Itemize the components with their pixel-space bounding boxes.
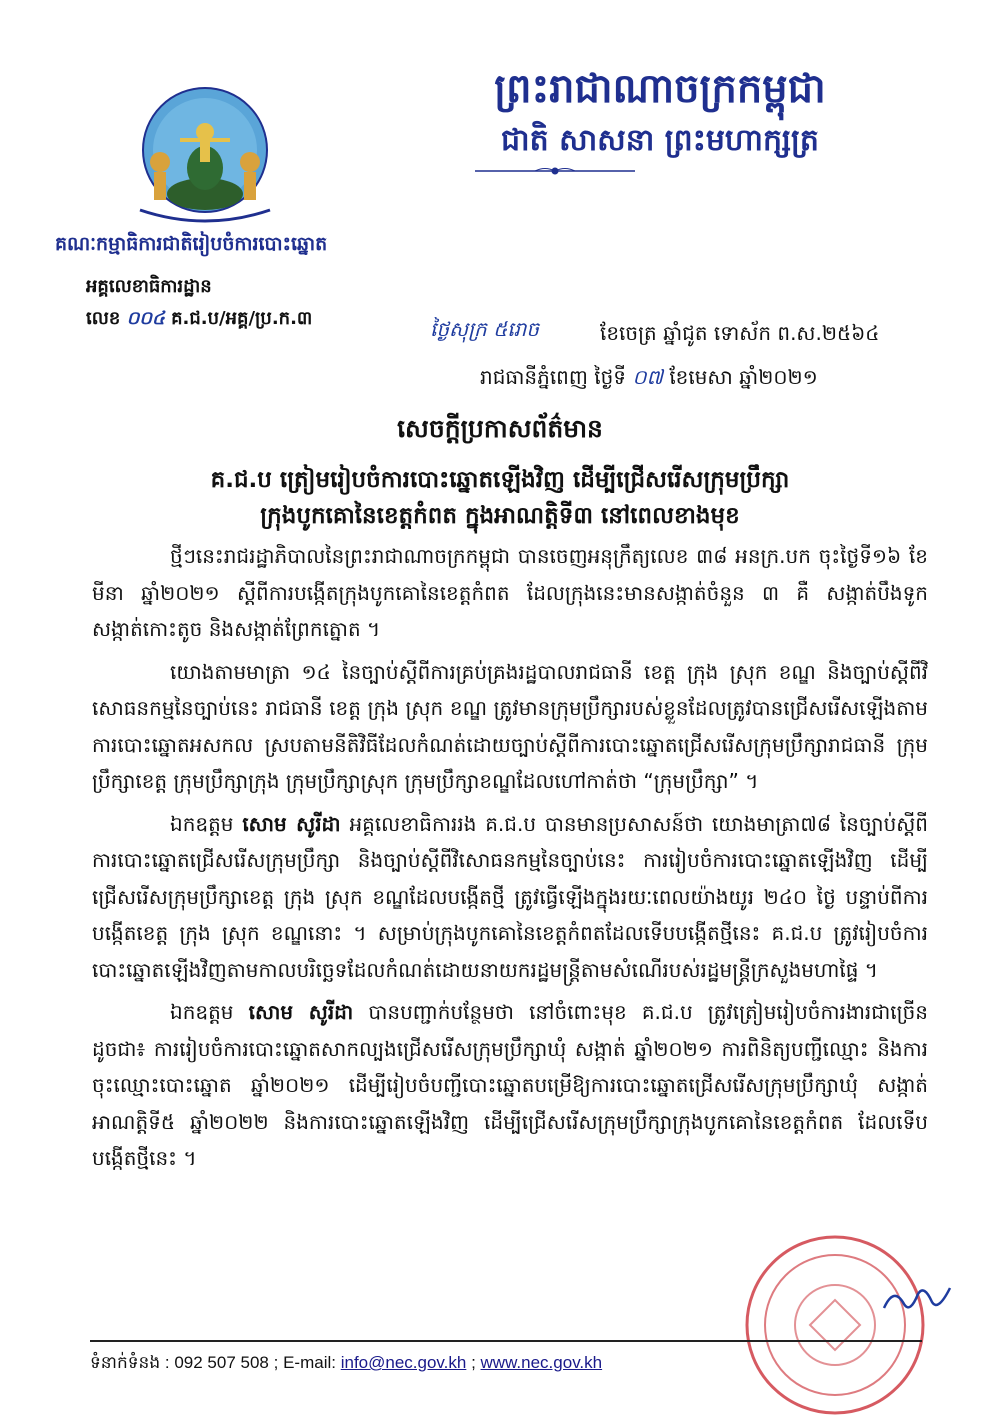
contact-email-link[interactable]: info@nec.gov.kh bbox=[340, 1353, 467, 1372]
paragraph-3-text: អគ្គលេខាធិការរង គ.ជ.ប បានមានប្រសាសន៍ថា យោងមាត្រា៧៨ នៃច្បាប់ស្ដីពីការបោះឆ្នោតជ្រើសរើសក្រុមប្រឹក្សា និងច្បាប់ស្ដីពីវិសោធនកម្មនៃច្បាប់នេះ ការរៀបចំការបោះឆ្នោតឡើងវិញ ដើម្បីជ្រើសរើសក្រុមប្រឹក្សាខេត្ត ក្រុង ស្រុក ខណ្ឌដែលបង្កើតថ្មី ត្រូវធ្វើឡើងក្នុងរយៈពេលយ៉ាងយូរ ២៤០ ថ្ងៃ បន្ទាប់ពីការបង្កើតខេត្ត ក្រុង ស្រុក ខណ្ឌនោះ ។ សម្រាប់ក្រុងបូកគោនៃខេត្តកំពតដែលទើបបង្កើតថ្មីនេះ គ.ជ.ប ត្រូវរៀបចំការបោះឆ្នោតឡើងវិញតាមកាលបរិច្ឆេទដែលកំណត់ដោយនាយករដ្ឋមន្ត្រីតាមសំណើរបស់រដ្ឋមន្ត្រីក្រសួងមហាផ្ទៃ ។ bbox=[92, 811, 928, 982]
reference-number bbox=[86, 306, 312, 333]
paragraph-4-text: បានបញ្ជាក់បន្ថែមថា នៅចំពោះមុខ គ.ជ.ប ត្រូវត្រៀមរៀបចំការងារជាច្រើន ដូចជា៖ ការរៀបចំការបោះឆ្នោតសាកល្បងជ្រើសរើសក្រុមប្រឹក្សាឃុំ សង្កាត់ ឆ្នាំ២០២១ ការពិនិត្យបញ្ជីឈ្មោះ និងការចុះឈ្មោះបោះឆ្នោត ឆ្នាំ២០២១ ដើម្បីរៀបចំបញ្ជីបោះឆ្នោតបម្រើឱ្យការបោះឆ្នោតជ្រើសរើសក្រុមប្រឹក្សាឃុំ សង្កាត់ អាណត្តិទី៥ ឆ្នាំ២០២២ និងការបោះឆ្នោតឡើងវិញ ដើម្បីជ្រើសរើសក្រុមប្រឹក្សាក្រុងបូកគោនៃខេត្តកំពត ដែលទើបបង្កើតថ្មីនេះ ។ bbox=[92, 1000, 928, 1170]
honorific: ឯកឧត្តម bbox=[170, 1000, 234, 1024]
ref-handwritten: ០០៤ bbox=[126, 308, 165, 329]
email-label: E-mail: bbox=[283, 1353, 336, 1372]
gregorian-date bbox=[480, 364, 818, 394]
ref-label: លេខ bbox=[86, 308, 121, 329]
national-motto: ជាតិ សាសនា ព្រះមហាក្សត្រ bbox=[501, 123, 819, 158]
lunar-date: ខែចេត្រ ឆ្នាំជូត ទោស័ក ព.ស.២៥៦៤ bbox=[600, 321, 880, 345]
document-body bbox=[92, 538, 928, 1183]
kingdom-title: ព្រះរាជាណាចក្រកម្ពុជា bbox=[494, 66, 826, 112]
ref-code: គ.ជ.ប/អគ្គ/ប្រ.ក.៣ bbox=[171, 308, 313, 329]
date-place-suffix: ខែមេសា ឆ្នាំ២០២១ bbox=[669, 365, 818, 389]
kingdom-header bbox=[380, 62, 940, 162]
contact-footer: ទំនាក់ទំនង : 092 507 508 ; E-mail: info@nec.gov.kh ; www.nec.gov.kh bbox=[90, 1353, 603, 1372]
contact-label: ទំនាក់ទំនង bbox=[90, 1353, 161, 1372]
signature bbox=[880, 1280, 960, 1320]
document-title: សេចក្ដីប្រកាសព័ត៌មាន bbox=[397, 414, 603, 443]
subtitle-line-1: គ.ជ.ប ត្រៀមរៀបចំការបោះឆ្នោតឡើងវិញ ដើម្បីជ្រើសរើសក្រុមប្រឹក្សា bbox=[210, 467, 790, 493]
honorific: ឯកឧត្តម bbox=[170, 811, 234, 836]
date-place-prefix: រាជធានីភ្នំពេញ ថ្ងៃទី bbox=[480, 365, 627, 389]
official-name: សោម សូរីដា bbox=[248, 1000, 354, 1024]
paragraph-4 bbox=[92, 994, 928, 1177]
website-link[interactable]: www.nec.gov.kh bbox=[480, 1353, 603, 1372]
footer-divider bbox=[90, 1340, 922, 1342]
contact-phone: 092 507 508 bbox=[174, 1353, 269, 1372]
secretariat-name: អគ្គលេខាធិការដ្ឋាន bbox=[86, 276, 212, 297]
paragraph-1: ថ្មីៗនេះរាជរដ្ឋាភិបាលនៃព្រះរាជាណាចក្រកម្ពុជា បានចេញអនុក្រឹត្យលេខ ៣៨ អនក្រ.បក ចុះថ្ងៃទី១៦ ខែមីនា ឆ្នាំ២០២១ ស្ដីពីការបង្កើតក្រុងបូកគោនៃខេត្តកំពត ដែលក្រុងនេះមានសង្កាត់ចំនួន ៣ គឺ សង្កាត់បឹងទូក សង្កាត់កោះតូច និងសង្កាត់ព្រែកត្នោត ។ bbox=[92, 544, 928, 641]
document-subtitle bbox=[80, 462, 920, 534]
official-stamp bbox=[740, 1230, 930, 1420]
paragraph-2: យោងតាមមាត្រា ១៤ នៃច្បាប់ស្ដីពីការគ្រប់គ្រងរដ្ឋបាលរាជធានី ខេត្ត ក្រុង ស្រុក ខណ្ឌ និងច្បាប់ស្ដីពីវិសោធនកម្មនៃច្បាប់នេះ រាជធានី ខេត្ត ក្រុង ស្រុក ខណ្ឌ ត្រូវមានក្រុមប្រឹក្សារបស់ខ្លួនដែលត្រូវបានជ្រើសរើសឡើងតាមការបោះឆ្នោតអសកល ស្របតាមនីតិវិធីដែលកំណត់ដោយច្បាប់ស្ដីពីការបោះឆ្នោតជ្រើសរើសក្រុមប្រឹក្សារាជធានី ក្រុមប្រឹក្សាខេត្ត ក្រុមប្រឹក្សាក្រុង ក្រុមប្រឹក្សាស្រុក ក្រុមប្រឹក្សាខណ្ឌដែលហៅកាត់ថា “ក្រុមប្រឹក្សា” ។ bbox=[92, 659, 928, 793]
subtitle-line-2: ក្រុងបូកគោនៃខេត្តកំពត ក្នុងអាណត្តិទី៣ នៅពេលខាងមុខ bbox=[260, 503, 740, 529]
handwritten-day: ថ្ងៃសុក្រ ៥រោច bbox=[430, 317, 539, 341]
organization-name: គណៈកម្មាធិការជាតិរៀបចំការបោះឆ្នោត bbox=[55, 233, 328, 255]
paragraph-3 bbox=[92, 806, 928, 989]
nec-emblem-logo bbox=[120, 82, 290, 232]
official-name: សោម សូរីដា bbox=[242, 811, 341, 836]
handwritten-date: ០៧ bbox=[632, 365, 663, 389]
ornament-divider bbox=[475, 166, 635, 176]
